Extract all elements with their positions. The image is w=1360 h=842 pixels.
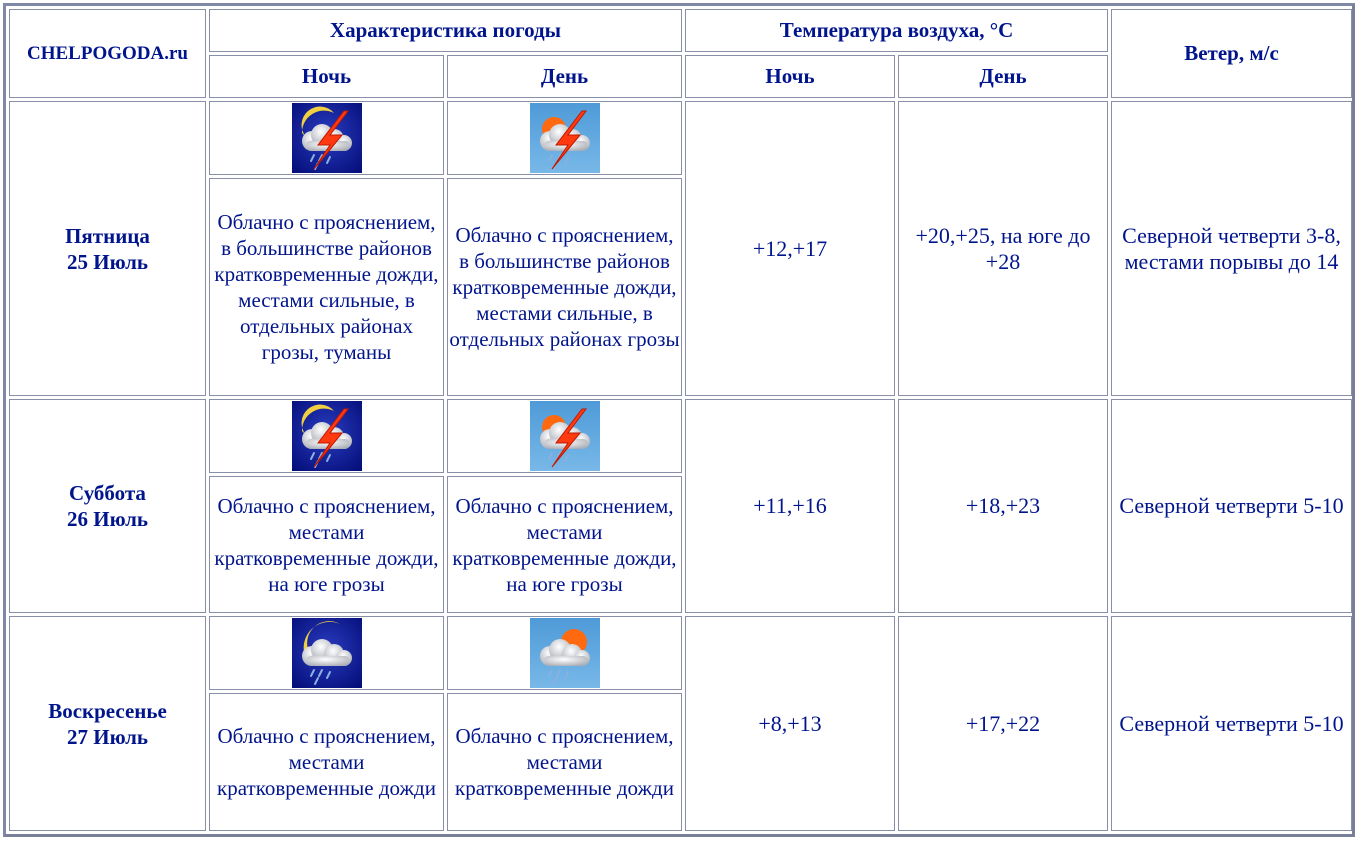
subheader-weather-day xyxy=(447,55,682,98)
day-description: Облачно с прояснением, в большинстве районов кратковременные дожди, местами сильные, в отдельных районах грозы xyxy=(449,223,680,352)
temp-day-value: +20,+25, на юге до +28 xyxy=(915,222,1091,274)
sun-cloud-rain-icon xyxy=(530,618,600,688)
moon-cloud-rain-icon xyxy=(292,618,362,688)
wind-cell xyxy=(1111,616,1352,831)
day-description-cell xyxy=(447,476,682,614)
temp-day-value: +18,+23 xyxy=(965,493,1041,519)
temp-night-value: +8,+13 xyxy=(758,710,822,736)
table-row xyxy=(9,399,1352,473)
temp-night-value: +12,+17 xyxy=(752,235,828,261)
header-label: Ночь xyxy=(301,64,352,89)
night-icon-cell xyxy=(209,616,444,690)
subheader-weather-night xyxy=(209,55,444,98)
temp-day-cell xyxy=(898,616,1108,831)
night-description: Облачно с прояснением, местами кратковременные дожди, на юге грозы xyxy=(214,493,439,596)
weekday-label: Суббота xyxy=(69,481,146,506)
wind-cell xyxy=(1111,101,1352,396)
day-cell xyxy=(9,101,206,396)
night-description: Облачно с прояснением, в большинстве районов кратковременные дожди, местами сильные, в отдельных районах грозы, туманы xyxy=(214,210,439,365)
day-icon-cell xyxy=(447,101,682,175)
weekday-label: Пятница xyxy=(65,223,150,248)
header-label: Характеристика погоды xyxy=(329,18,562,43)
day-icon-cell xyxy=(447,399,682,473)
wind-cell xyxy=(1111,399,1352,614)
day-cell xyxy=(9,616,206,831)
header-label: День xyxy=(979,64,1027,89)
header-label: Ветер, м/с xyxy=(1184,41,1279,66)
header-label: День xyxy=(540,64,589,89)
table-row xyxy=(9,616,1352,690)
wind-value: Северной четверти 5-10 xyxy=(1119,493,1344,519)
temp-night-cell xyxy=(685,616,895,831)
temp-day-cell xyxy=(898,399,1108,614)
forecast-table xyxy=(6,6,1355,834)
subheader-temp-day xyxy=(898,55,1108,98)
day-description: Облачно с прояснением, местами кратковременные дожди, на юге грозы xyxy=(452,493,677,596)
brand-cell xyxy=(9,9,206,98)
night-icon-cell xyxy=(209,399,444,473)
night-description-cell xyxy=(209,693,444,831)
night-description-cell xyxy=(209,476,444,614)
wind-value: Северной четверти 5-10 xyxy=(1119,710,1344,736)
header-weather-characteristics xyxy=(209,9,682,52)
date-label: 26 Июль xyxy=(67,507,148,532)
night-description: Облачно с прояснением, местами кратковременные дожди xyxy=(217,724,436,801)
header-label: Ночь xyxy=(765,64,815,89)
day-description-cell xyxy=(447,178,682,396)
day-cell xyxy=(9,399,206,614)
temp-night-cell xyxy=(685,101,895,396)
night-icon-cell xyxy=(209,101,444,175)
table-row xyxy=(9,101,1352,175)
subheader-temp-night xyxy=(685,55,895,98)
temp-day-cell xyxy=(898,101,1108,396)
header-air-temperature xyxy=(685,9,1108,52)
forecast-frame xyxy=(3,3,1355,837)
sun-cloud-thunderstorm-icon xyxy=(530,103,600,173)
day-description-cell xyxy=(447,693,682,831)
moon-cloud-thunderstorm-icon xyxy=(292,401,362,471)
date-label: 27 Июль xyxy=(67,724,148,749)
day-description: Облачно с прояснением, местами кратковременные дожди xyxy=(455,724,674,801)
weekday-label: Воскресенье xyxy=(48,698,167,723)
brand-label: CHELPOGODA.ru xyxy=(27,42,188,64)
temp-day-value: +17,+22 xyxy=(965,710,1041,736)
day-icon-cell xyxy=(447,616,682,690)
header-wind xyxy=(1111,9,1352,98)
moon-cloud-thunderstorm-icon xyxy=(292,103,362,173)
temp-night-cell xyxy=(685,399,895,614)
night-description-cell xyxy=(209,178,444,396)
temp-night-value: +11,+16 xyxy=(753,493,827,519)
date-label: 25 Июль xyxy=(67,249,148,274)
wind-value: Северной четверти 3-8, местами порывы до 14 xyxy=(1122,222,1341,274)
sun-cloud-thunderstorm-icon xyxy=(530,401,600,471)
header-label: Температура воздуха, °C xyxy=(779,18,1014,43)
